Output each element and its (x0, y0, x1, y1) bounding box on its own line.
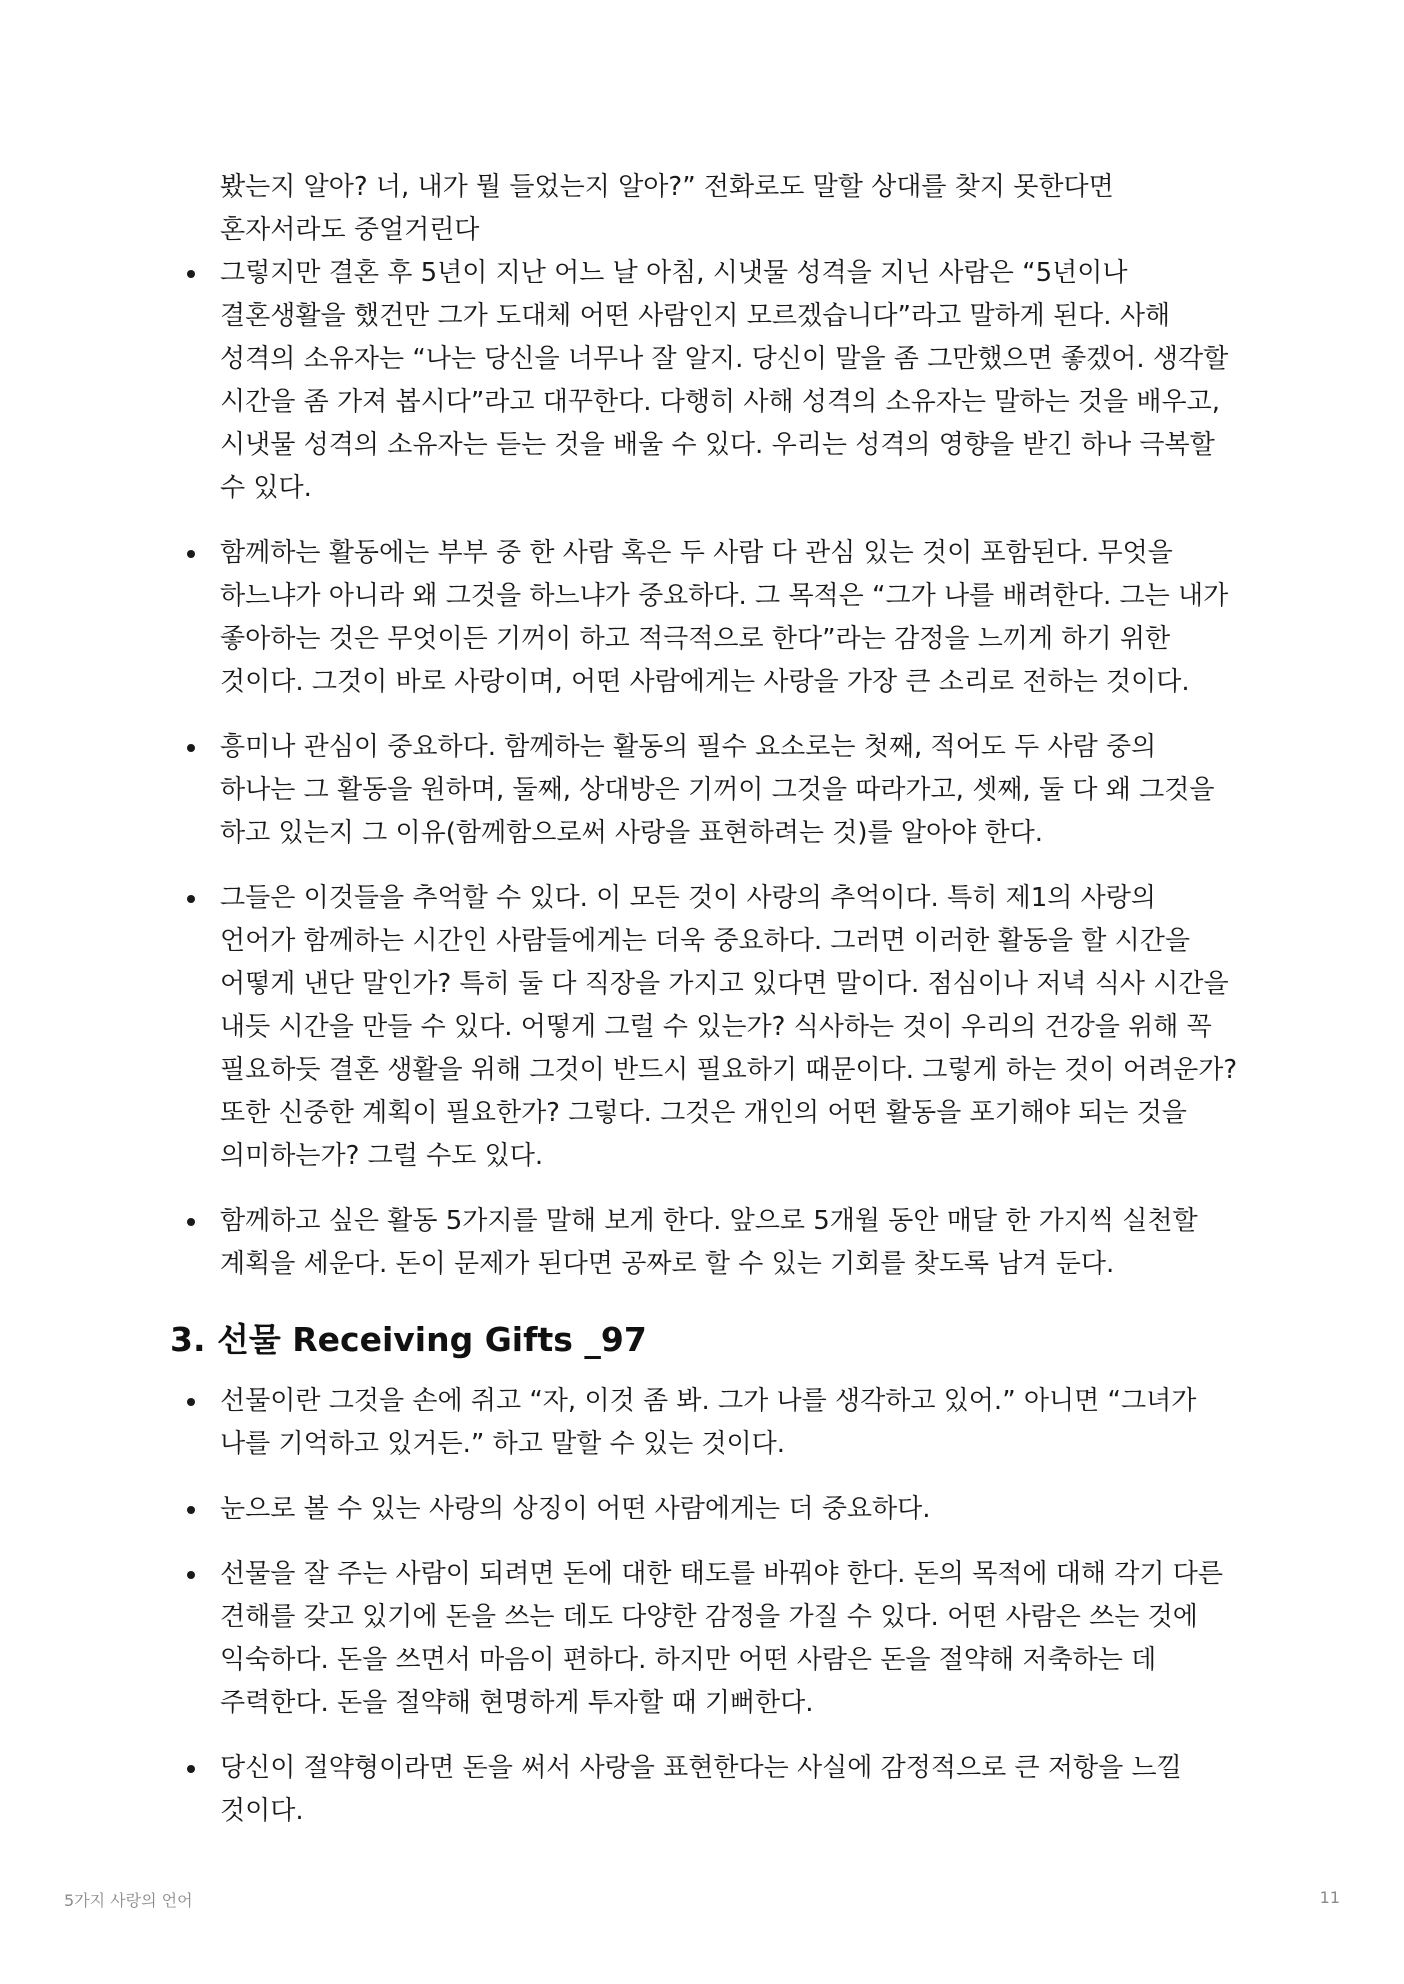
bullet-list-time (170, 252, 1238, 1286)
list-item-text: 당신이 절약형이라면 돈을 써서 사랑을 표현한다는 사실에 감정적으로 큰 저항을 느낄 것이다. (220, 1753, 1182, 1826)
list-item-text: 함께하는 활동에는 부부 중 한 사람 혹은 두 사람 다 관심 있는 것이 포함된다. 무엇을 하느냐가 아니라 왜 그것을 하느냐가 중요하다. 그 목적은 “그가 나를 배려한다. 그는 내가 좋아하는 것은 무엇이든 기꺼이 하고 적극적으로 한다”라는 감정을 느끼게 하기 위한 것이다. 그것이 바로 사랑이며, 어떤 사람에게는 사랑을 가장 큰 소리로 전하는 것이다. (220, 538, 1229, 697)
footer-book-title: 5가지 사랑의 언어 (64, 1891, 193, 1910)
page-content (170, 166, 1238, 1833)
list-item-text: 선물이란 그것을 손에 쥐고 “자, 이것 좀 봐. 그가 나를 생각하고 있어.” 아니면 “그녀가 나를 기억하고 있거든.” 하고 말할 수 있는 것이다. (220, 1386, 1197, 1459)
bullet-icon (187, 1218, 195, 1226)
bullet-icon (187, 1571, 195, 1579)
list-item-text: 그들은 이것들을 추억할 수 있다. 이 모든 것이 사랑의 추억이다. 특히 제1의 사랑의 언어가 함께하는 시간인 사람들에게는 더욱 중요하다. 그러면 이러한 활동을 할 시간을 어떻게 낸단 말인가? 특히 둘 다 직장을 가지고 있다면 말이다. 점심이나 저녁 식사 시간을 내듯 시간을 만들 수 있다. 어떻게 그럴 수 있는가? 식사하는 것이 우리의 건강을 위해 꼭 필요하듯 결혼 생활을 위해 그것이 반드시 필요하기 때문이다. 그렇게 하는 것이 어려운가? 또한 신중한 계획이 필요한가? 그렇다. 그것은 개인의 어떤 활동을 포기해야 되는 것을 의미하는가? 그럴 수도 있다. (220, 883, 1238, 1171)
list-item (170, 1553, 1238, 1725)
bullet-icon (187, 1506, 195, 1514)
list-item-text: 그렇지만 결혼 후 5년이 지난 어느 날 아침, 시냇물 성격을 지닌 사람은 “5년이나 결혼생활을 했건만 그가 도대체 어떤 사람인지 모르겠습니다”라고 말하게 된다. 사해 성격의 소유자는 “나는 당신을 너무나 잘 알지. 당신이 말을 좀 그만했으면 좋겠어. 생각할 시간을 좀 가져 봅시다”라고 대꾸한다. 다행히 사해 성격의 소유자는 말하는 것을 배우고, 시냇물 성격의 소유자는 듣는 것을 배울 수 있다. 우리는 성격의 영향을 받긴 하나 극복할 수 있다. (220, 258, 1229, 503)
list-item (170, 252, 1238, 510)
bullet-icon (187, 550, 195, 558)
list-item (170, 1200, 1238, 1286)
list-item (170, 1488, 1238, 1531)
list-item (170, 532, 1238, 704)
section-heading: 3. 선물 Receiving Gifts _97 (170, 1320, 647, 1359)
list-item (170, 877, 1238, 1178)
list-item (170, 726, 1238, 855)
list-item-text: 함께하고 싶은 활동 5가지를 말해 보게 한다. 앞으로 5개월 동안 매달 한 가지씩 실천할 계획을 세운다. 돈이 문제가 된다면 공짜로 할 수 있는 기회를 찾도록 남겨 둔다. (220, 1206, 1198, 1279)
list-item-text: 선물을 잘 주는 사람이 되려면 돈에 대한 태도를 바꿔야 한다. 돈의 목적에 대해 각기 다른 견해를 갖고 있기에 돈을 쓰는 데도 다양한 감정을 가질 수 있다. 어떤 사람은 쓰는 것에 익숙하다. 돈을 쓰면서 마음이 편하다. 하지만 어떤 사람은 돈을 절약해 저축하는 데 주력한다. 돈을 절약해 현명하게 투자할 때 기뻐한다. (220, 1559, 1224, 1718)
bullet-icon (187, 1765, 195, 1773)
list-item (170, 1747, 1238, 1833)
list-item-text: 흥미나 관심이 중요하다. 함께하는 활동의 필수 요소로는 첫째, 적어도 두 사람 중의 하나는 그 활동을 원하며, 둘째, 상대방은 기꺼이 그것을 따라가고, 셋째, 둘 다 왜 그것을 하고 있는지 그 이유(함께함으로써 사랑을 표현하려는 것)를 알아야 한다. (220, 732, 1215, 848)
footer-page-number: 11 (1319, 1888, 1340, 1907)
continued-paragraph: 봤는지 알아? 너, 내가 뭘 들었는지 알아?” 전화로도 말할 상대를 찾지 못한다면 혼자서라도 중얼거린다 (220, 172, 1114, 245)
bullet-icon (187, 744, 195, 752)
bullet-icon (187, 270, 195, 278)
list-item-text: 눈으로 볼 수 있는 사랑의 상징이 어떤 사람에게는 더 중요하다. (220, 1494, 931, 1524)
bullet-icon (187, 1398, 195, 1406)
list-item (170, 1380, 1238, 1466)
bullet-icon (187, 895, 195, 903)
bullet-list-gifts (170, 1380, 1238, 1833)
